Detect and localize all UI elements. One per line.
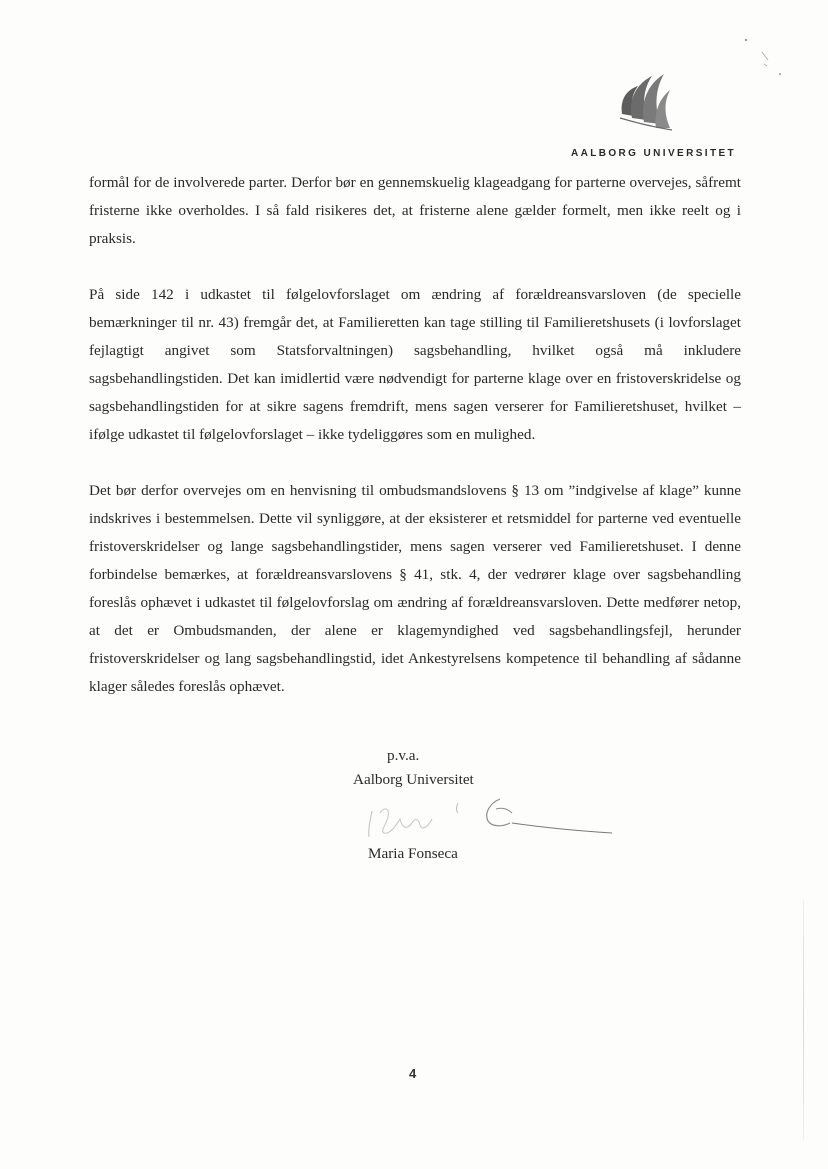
closing-block xyxy=(350,744,490,792)
university-name: AALBORG UNIVERSITET xyxy=(571,148,737,159)
page-number: 4 xyxy=(409,1066,417,1081)
handwritten-signature-icon xyxy=(350,793,620,845)
body-paragraph: formål for de involverede parter. Derfor bør en gennemskuelig klageadgang for parterne overvejes, såfremt fristerne ikke overholdes. I så fald risikeres det, at fristerne alene gælder formelt, men ikke reelt og i praksis. xyxy=(89,174,741,247)
scan-marks-icon xyxy=(738,30,788,90)
organization-name: Aalborg Universitet xyxy=(353,771,474,788)
body-paragraph: På side 142 i udkastet til følgelovforslaget om ændring af forældreansvarsloven (de specielle bemærkninger til nr. 43) fremgår det, at Familieretten kan tage stilling til Familieretshusets (i lovforslaget fejlagtigt angivet som Statsforvaltningen) sagsbehandling, hvilket også må inkludere sagsbehandlingstiden. Det kan imidlertid være nødvendigt for parterne klage over en fristoverskridelse og sagsbehandlingstiden for at sikre sagens fremdrift, mens sagen verserer for Familieretshuset, hvilket – ifølge udkastet til følgelovforslaget – ikke tydeliggøres som en mulighed. xyxy=(89,286,741,443)
scan-edge-line xyxy=(803,900,804,1140)
signer-name: Maria Fonseca xyxy=(368,845,458,862)
pva-label: p.v.a. xyxy=(387,747,420,764)
letter-body xyxy=(89,169,741,701)
body-paragraph: Det bør derfor overvejes om en henvisning til ombudsmandslovens § 13 om ”indgivelse af klage” kunne indskrives i bestemmelsen. Dette vil synliggøre, at der eksisterer et retsmiddel for parterne ved eventuelle fristoverskridelser og lange sagsbehandlingstider, mens sagen verserer ved Familieretshuset. I denne forbindelse bemærkes, at forældreansvarslovens § 41, stk. 4, der vedrører klage over sagsbehandling foreslås ophævet i udkastet til følgelovforslag om ændring af forældreansvarsloven. Dette medfører netop, at det er Ombudsmanden, der alene er klagemyndighed ved sagsbehandlingsfejl, herunder fristoverskridelser og lang sagsbehandlingstid, idet Ankestyrelsens kompetence til behandling af sådanne klager således foreslås ophævet. xyxy=(89,482,741,695)
aalborg-university-logo-icon xyxy=(614,70,674,132)
